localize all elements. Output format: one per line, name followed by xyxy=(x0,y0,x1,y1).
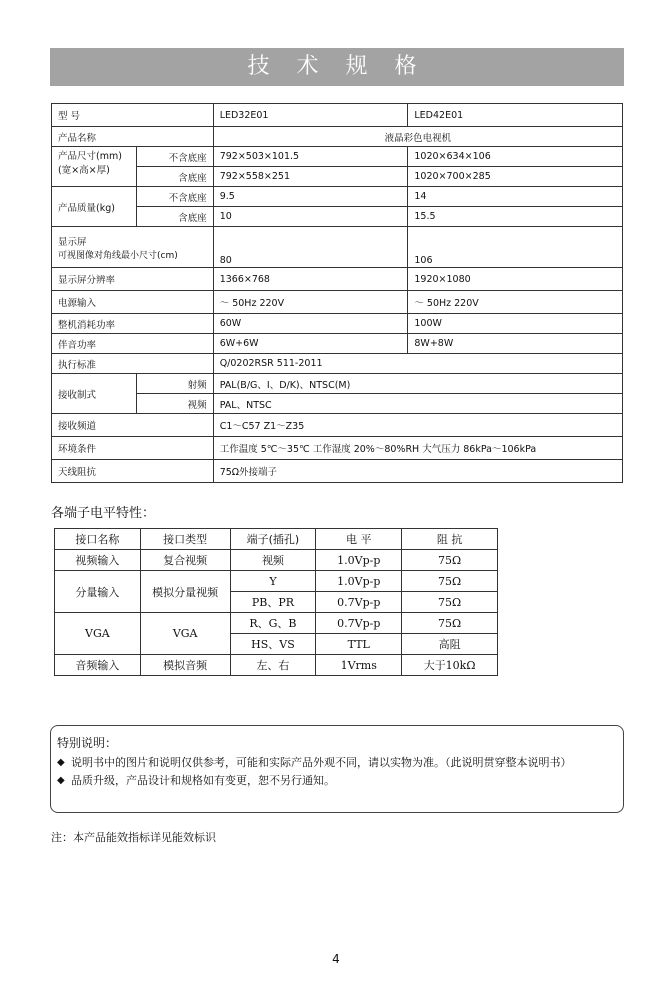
vga-sync-port: HS、VS xyxy=(230,634,316,655)
video-label: 视频 xyxy=(136,394,213,414)
size-nobase-b: 1020×634×106 xyxy=(408,147,623,167)
consumption-label: 整机消耗功率 xyxy=(52,314,214,334)
terminal-header-type: 接口类型 xyxy=(140,529,230,550)
vga-rgb-level: 0.7Vp-p xyxy=(316,613,402,634)
size-nobase-label: 不含底座 xyxy=(136,147,213,167)
note-item xyxy=(57,773,617,789)
terminal-table xyxy=(54,528,498,676)
note-text-2: 品质升级，产品设计和规格如有变更，恕不另行通知。 xyxy=(71,774,335,787)
av-level: 1.0Vp-p xyxy=(316,550,402,571)
av-name: 视频输入 xyxy=(55,550,141,571)
note-text-1: 说明书中的图片和说明仅供参考，可能和实际产品外观不同，请以实物为准。（此说明贯穿整本说明书） xyxy=(71,756,572,769)
footnote: 注：本产品能效指标详见能效标识 xyxy=(51,831,216,844)
standard-label: 执行标准 xyxy=(52,354,214,374)
size-base-a: 792×558×251 xyxy=(213,167,408,187)
av-type: 复合视频 xyxy=(140,550,230,571)
mass-nobase-b: 14 xyxy=(408,187,623,207)
env-label: 环境条件 xyxy=(52,437,214,460)
screen-b: 106 xyxy=(408,227,623,268)
power-in-label: 电源输入 xyxy=(52,291,214,314)
size-label-line1: 产品尺寸(mm) xyxy=(58,151,122,162)
mass-base-b: 15.5 xyxy=(408,207,623,227)
resolution-b: 1920×1080 xyxy=(408,268,623,291)
consumption-b: 100W xyxy=(408,314,623,334)
terminal-header-name: 接口名称 xyxy=(55,529,141,550)
vga-name: VGA xyxy=(55,613,141,655)
model-b: LED42E01 xyxy=(408,104,623,127)
standard-value: Q/0202RSR 511-2011 xyxy=(213,354,622,374)
mass-base-a: 10 xyxy=(213,207,408,227)
component-name: 分量输入 xyxy=(55,571,141,613)
component-y-level: 1.0Vp-p xyxy=(316,571,402,592)
av-port: 视频 xyxy=(230,550,316,571)
audio-in-type: 模拟音频 xyxy=(140,655,230,676)
vga-rgb-impedance: 75Ω xyxy=(402,613,498,634)
notes-title: 特别说明： xyxy=(57,736,118,750)
vga-sync-level: TTL xyxy=(316,634,402,655)
product-name-value: 液晶彩色电视机 xyxy=(213,127,622,147)
antenna-label: 天线阻抗 xyxy=(52,460,214,483)
screen-label-line2: 可视图像对角线最小尺寸(cm) xyxy=(58,250,178,261)
component-y-impedance: 75Ω xyxy=(402,571,498,592)
mass-label: 产品质量(kg) xyxy=(52,187,137,227)
video-value: PAL、NTSC xyxy=(213,394,622,414)
note-item xyxy=(57,755,617,771)
channel-value: C1～C57 Z1～Z35 xyxy=(213,414,622,437)
audio-power-a: 6W+6W xyxy=(213,334,408,354)
spec-table xyxy=(51,103,623,483)
power-in-b: ～ 50Hz 220V xyxy=(408,291,623,314)
env-value: 工作温度 5℃～35℃ 工作湿度 20%～80%RH 大气压力 86kPa～106kPa xyxy=(213,437,622,460)
resolution-label: 显示屏分辨率 xyxy=(52,268,214,291)
component-pbpr-level: 0.7Vp-p xyxy=(316,592,402,613)
vga-rgb-port: R、G、B xyxy=(230,613,316,634)
component-y-port: Y xyxy=(230,571,316,592)
screen-label xyxy=(52,227,214,268)
diamond-bullet-icon: ◆ xyxy=(57,757,65,768)
terminal-header-port: 端子(插孔) xyxy=(230,529,316,550)
spec-header-model: 型 号 xyxy=(52,104,214,127)
screen-a: 80 xyxy=(213,227,408,268)
terminal-header-level: 电 平 xyxy=(316,529,402,550)
model-a: LED32E01 xyxy=(213,104,408,127)
vga-type: VGA xyxy=(140,613,230,655)
product-name-label: 产品名称 xyxy=(52,127,214,147)
component-type: 模拟分量视频 xyxy=(140,571,230,613)
size-label xyxy=(52,147,137,187)
screen-label-line1: 显示屏 xyxy=(58,236,87,248)
audio-in-name: 音频输入 xyxy=(55,655,141,676)
terminal-header-impedance: 阻 抗 xyxy=(402,529,498,550)
mass-base-label: 含底座 xyxy=(136,207,213,227)
special-notes-box xyxy=(50,725,624,813)
audio-in-impedance: 大于10kΩ xyxy=(402,655,498,676)
mass-nobase-a: 9.5 xyxy=(213,187,408,207)
size-label-line2: (宽×高×厚) xyxy=(58,165,110,176)
page-title: 技 术 规 格 xyxy=(50,48,624,86)
diamond-bullet-icon: ◆ xyxy=(57,775,65,786)
size-nobase-a: 792×503×101.5 xyxy=(213,147,408,167)
component-pbpr-port: PB、PR xyxy=(230,592,316,613)
rf-value: PAL(B/G、I、D/K)、NTSC(M) xyxy=(213,374,622,394)
av-impedance: 75Ω xyxy=(402,550,498,571)
page-number: 4 xyxy=(332,952,340,966)
vga-sync-impedance: 高阻 xyxy=(402,634,498,655)
rf-label: 射频 xyxy=(136,374,213,394)
audio-power-label: 伴音功率 xyxy=(52,334,214,354)
audio-in-port: 左、右 xyxy=(230,655,316,676)
size-base-b: 1020×700×285 xyxy=(408,167,623,187)
terminal-section-title: 各端子电平特性： xyxy=(51,506,156,521)
channel-label: 接收频道 xyxy=(52,414,214,437)
component-pbpr-impedance: 75Ω xyxy=(402,592,498,613)
audio-in-level: 1Vrms xyxy=(316,655,402,676)
mass-nobase-label: 不含底座 xyxy=(136,187,213,207)
audio-power-b: 8W+8W xyxy=(408,334,623,354)
power-in-a: ～ 50Hz 220V xyxy=(213,291,408,314)
receive-label: 接收制式 xyxy=(52,374,137,414)
resolution-a: 1366×768 xyxy=(213,268,408,291)
antenna-value: 75Ω外接端子 xyxy=(213,460,622,483)
size-base-label: 含底座 xyxy=(136,167,213,187)
consumption-a: 60W xyxy=(213,314,408,334)
